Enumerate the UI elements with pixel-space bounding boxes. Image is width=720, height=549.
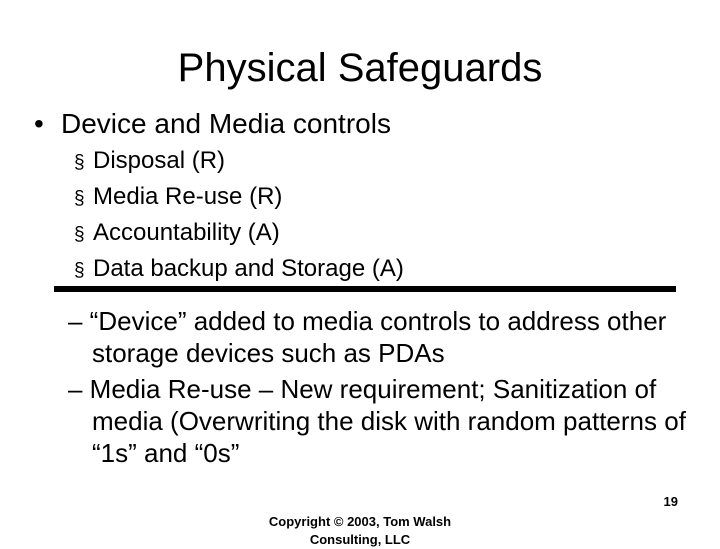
sub-bullet-item [74, 218, 404, 248]
sub-bullet-marker: § [74, 188, 85, 209]
divider-rule [54, 286, 676, 292]
main-bullet-text: Device and Media controls [61, 108, 391, 139]
sub-bullet-marker: § [74, 152, 85, 173]
page-number: 19 [663, 494, 678, 509]
sub-bullet-list [74, 146, 404, 290]
note-item: – “Device” added to media controls to address other storage devices such as PDAs [68, 306, 667, 368]
sub-bullet-text: Disposal (R) [93, 147, 226, 174]
note-item: – Media Re-use – New requirement; Sanitization of media (Overwriting the disk with random patterns of “1s” and “0s” [68, 374, 686, 468]
sub-bullet-marker: § [74, 260, 85, 281]
footer-line: Copyright © 2003, Tom Walsh [268, 514, 452, 529]
sub-bullet-item [74, 254, 404, 284]
main-bullet [34, 107, 391, 141]
sub-bullet-text: Media Re-use (R) [93, 183, 283, 210]
sub-bullet-marker: § [74, 224, 85, 245]
sub-bullet-item [74, 146, 404, 176]
sub-bullet-item [74, 182, 404, 212]
copyright-footer [0, 513, 720, 549]
footer-line: Consulting, LLC [309, 532, 411, 547]
slide-title: Physical Safeguards [177, 46, 543, 90]
sub-bullet-text: Data backup and Storage (A) [93, 255, 404, 282]
bullet-marker: • [34, 108, 44, 139]
sub-bullet-text: Accountability (A) [93, 219, 280, 246]
notes-section [68, 305, 688, 473]
